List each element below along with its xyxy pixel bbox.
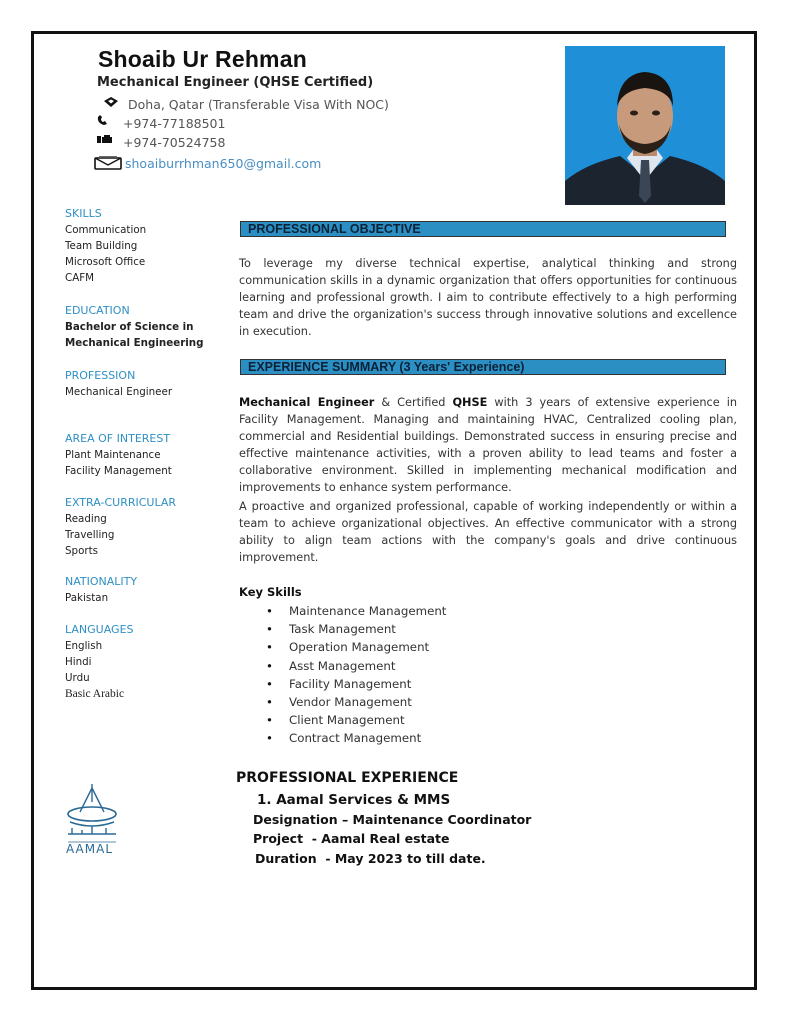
phone-1-text: +974-77188501 bbox=[123, 116, 226, 131]
key-skill-item: • Vendor Management bbox=[266, 693, 446, 711]
location-icon bbox=[100, 96, 122, 112]
summary-connector: & Certified bbox=[374, 396, 453, 409]
objective-heading: PROFESSIONAL OBJECTIVE bbox=[248, 222, 421, 236]
company-logo bbox=[62, 782, 122, 858]
contact-email[interactable] bbox=[125, 156, 321, 171]
key-skills-heading: Key Skills bbox=[239, 585, 302, 599]
extracurricular-item: Travelling bbox=[65, 529, 115, 541]
skill-item: Microsoft Office bbox=[65, 256, 146, 268]
key-skill-item: • Contract Management bbox=[266, 729, 446, 747]
objective-heading-bar bbox=[240, 221, 726, 237]
experience-summary-paragraph-2: A proactive and organized professional, capable of working independently or within a team to achieve organizational objectives. An effective communicator with a strong ability to align team actions with the company's goals and drive continuous improvement. bbox=[239, 500, 737, 564]
language-item: Urdu bbox=[65, 672, 90, 684]
key-skill-item: • Task Management bbox=[266, 620, 446, 638]
nationality-value: Pakistan bbox=[65, 592, 109, 604]
experience-project: Project - Aamal Real estate bbox=[253, 831, 450, 846]
sidebar bbox=[65, 206, 225, 702]
language-item: Hindi bbox=[65, 656, 92, 668]
skill-item: Team Building bbox=[65, 240, 138, 252]
languages-heading: LANGUAGES bbox=[65, 623, 134, 636]
experience-summary-heading-bar bbox=[240, 359, 726, 375]
email-text[interactable]: shoaiburrhman650@gmail.com bbox=[125, 156, 322, 171]
profession-heading: PROFESSION bbox=[65, 369, 136, 382]
skill-item: CAFM bbox=[65, 272, 95, 284]
key-skill-item: • Asst Management bbox=[266, 657, 446, 675]
key-skill-item: • Operation Management bbox=[266, 638, 446, 656]
experience-summary-heading: EXPERIENCE SUMMARY (3 Years' Experience) bbox=[248, 360, 525, 374]
key-skills-list bbox=[266, 602, 446, 748]
phone-icon bbox=[94, 115, 116, 131]
education-heading: EDUCATION bbox=[65, 304, 130, 317]
candidate-name: Shoaib Ur Rehman bbox=[98, 46, 307, 72]
contact-phone-1 bbox=[123, 116, 225, 131]
education-degree-line-2: Mechanical Engineering bbox=[65, 337, 204, 349]
email-icon bbox=[94, 156, 116, 174]
extracurricular-heading: EXTRA-CURRICULAR bbox=[65, 496, 177, 509]
interest-heading: AREA OF INTEREST bbox=[65, 432, 171, 445]
key-skill-item: • Facility Management bbox=[266, 675, 446, 693]
extracurricular-item: Reading bbox=[65, 513, 107, 525]
experience-summary-paragraph-1 bbox=[239, 394, 737, 496]
skills-heading: SKILLS bbox=[65, 207, 102, 220]
experience-duration: Duration - May 2023 to till date. bbox=[255, 851, 486, 866]
phone-2-text: +974-70524758 bbox=[123, 135, 226, 150]
profile-photo bbox=[565, 46, 725, 205]
education-degree-line-1: Bachelor of Science in bbox=[65, 321, 194, 333]
location-text: Doha, Qatar (Transferable Visa With NOC) bbox=[128, 97, 389, 112]
experience-company: 1. Aamal Services & MMS bbox=[257, 792, 451, 808]
interest-item: Plant Maintenance bbox=[65, 449, 161, 461]
interest-item: Facility Management bbox=[65, 465, 172, 477]
nationality-heading: NATIONALITY bbox=[65, 575, 138, 588]
profession-value: Mechanical Engineer bbox=[65, 386, 173, 398]
summary-certification: QHSE bbox=[452, 396, 488, 409]
experience-designation: Designation – Maintenance Coordinator bbox=[253, 812, 532, 827]
language-item: English bbox=[65, 640, 103, 652]
objective-text: To leverage my diverse technical expertise, analytical thinking and strong communication skills in a dynamic organization that offers opportunities for continuous learning and professional growth. I aim to contribute effectively to a high performing team and drive the organization's success through innovative solutions and excellence in execution. bbox=[239, 257, 737, 338]
contact-location bbox=[128, 97, 389, 112]
key-skill-item: • Client Management bbox=[266, 711, 446, 729]
summary-body: with 3 years of extensive experience in Facility Management. Managing and maintaining HVAC, Centralized cooling plan, commercial and Residential buildings. Demonstrated success in ensuring precise and effective maintenance activities, with a proven ability to lead teams and foster a collaborative environment. Skilled in implementing mechanical modification and improvements to enhance system performance. bbox=[239, 396, 737, 494]
candidate-title: Mechanical Engineer (QHSE Certified) bbox=[97, 75, 374, 90]
key-skill-item: • Maintenance Management bbox=[266, 602, 446, 620]
skill-item: Communication bbox=[65, 224, 147, 236]
logo-wordmark: AAMAL bbox=[66, 842, 113, 856]
extracurricular-item: Sports bbox=[65, 545, 99, 557]
fax-icon bbox=[94, 134, 116, 149]
language-item: Basic Arabic bbox=[65, 688, 125, 700]
summary-role: Mechanical Engineer bbox=[239, 396, 375, 409]
professional-experience-heading: PROFESSIONAL EXPERIENCE bbox=[236, 770, 459, 786]
contact-phone-2 bbox=[123, 135, 225, 150]
